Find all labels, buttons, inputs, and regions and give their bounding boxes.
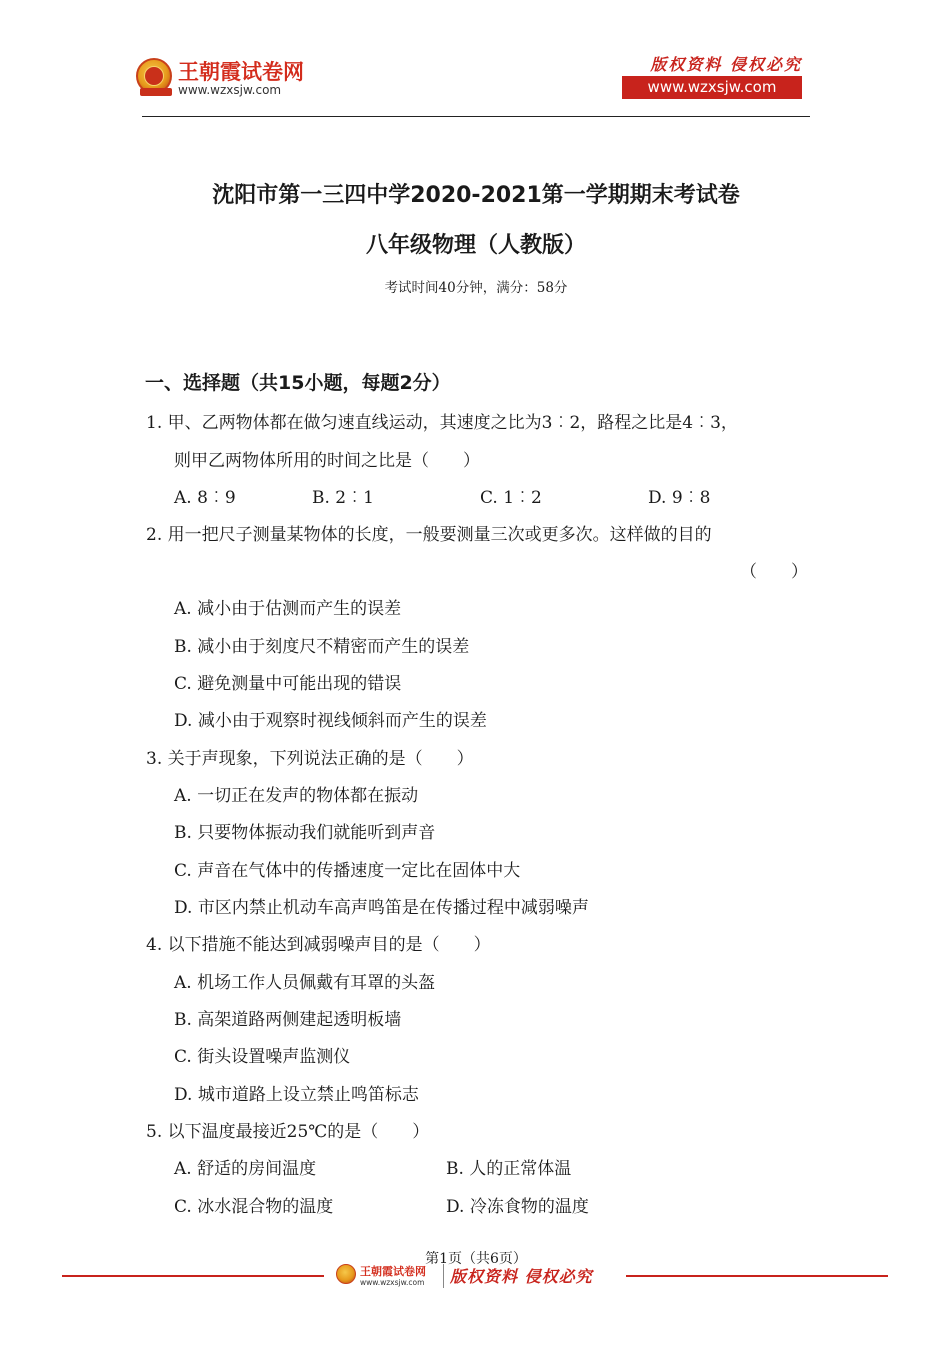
brand-url: www.wzxsjw.com [178, 83, 282, 97]
question-3-option-b: B. 只要物体振动我们就能听到声音 [174, 823, 436, 843]
question-3-option-a: A. 一切正在发声的物体都在振动 [174, 786, 419, 806]
footer-seal-icon [336, 1264, 356, 1284]
exam-info: 考试时间40分钟，满分：58分 [384, 280, 568, 296]
question-4-option-c: C. 街头设置噪声监测仪 [174, 1047, 351, 1067]
question-2-option-c: C. 避免测量中可能出现的错误 [174, 674, 402, 694]
page-number: 第1页（共6页） [425, 1251, 527, 1267]
question-1-stem: 1. 甲、乙两物体都在做匀速直线运动，其速度之比为3︰2，路程之比是4︰3， [146, 413, 738, 433]
question-2-option-d: D. 减小由于观察时视线倾斜而产生的误差 [174, 711, 487, 731]
footer-brand-url: www.wzxsjw.com [360, 1278, 425, 1287]
footer-logo [336, 1262, 446, 1292]
copyright-notice: 版权资料 侵权必究 [650, 55, 802, 74]
exam-title: 沈阳市第一三四中学2020-2021第一学期期末考试卷 [212, 183, 740, 208]
question-5-stem: 5. 以下温度最接近25℃的是（ ） [146, 1122, 430, 1142]
question-1-option-c: C. 1︰2 [480, 488, 542, 508]
brand-logo [136, 56, 336, 100]
header-divider [142, 116, 810, 117]
question-4-option-b: B. 高架道路两侧建起透明板墙 [174, 1010, 402, 1030]
seal-icon [136, 58, 172, 94]
question-1-stem-cont: 则甲乙两物体所用的时间之比是（ ） [174, 451, 480, 471]
section-heading: 一、选择题（共15小题，每题2分） [145, 372, 451, 394]
footer-brand-name: 王朝霞试卷网 [360, 1265, 426, 1278]
question-2-option-a: A. 减小由于估测而产生的误差 [174, 599, 402, 619]
question-4-option-a: A. 机场工作人员佩戴有耳罩的头盔 [174, 973, 436, 993]
question-3-stem: 3. 关于声现象，下列说法正确的是（ ） [146, 749, 474, 769]
question-1-option-d: D. 9︰8 [648, 488, 711, 508]
question-5-option-b: B. 人的正常体温 [446, 1159, 572, 1179]
footer-rule-left [62, 1275, 324, 1277]
question-1-option-b: B. 2︰1 [312, 488, 374, 508]
question-3-option-d: D. 市区内禁止机动车高声鸣笛是在传播过程中减弱噪声 [174, 898, 589, 918]
footer-separator [443, 1264, 444, 1288]
footer-copyright: 版权资料 侵权必究 [450, 1267, 593, 1286]
exam-subtitle: 八年级物理（人教版） [365, 233, 586, 258]
brand-name: 王朝霞试卷网 [178, 60, 304, 84]
question-3-option-c: C. 声音在气体中的传播速度一定比在固体中大 [174, 861, 521, 881]
question-2-answer-blank: （ ） [740, 562, 808, 582]
question-5-option-d: D. 冷冻食物的温度 [446, 1197, 589, 1217]
question-5-option-c: C. 冰水混合物的温度 [174, 1197, 334, 1217]
question-4-option-d: D. 城市道路上设立禁止鸣笛标志 [174, 1085, 419, 1105]
site-url-banner: www.wzxsjw.com [622, 76, 802, 99]
question-2-option-b: B. 减小由于刻度尺不精密而产生的误差 [174, 637, 470, 657]
question-1-option-a: A. 8︰9 [174, 488, 236, 508]
footer-rule-right [626, 1275, 888, 1277]
question-2-stem: 2. 用一把尺子测量某物体的长度，一般要测量三次或更多次。这样做的目的 [146, 525, 712, 545]
question-5-option-a: A. 舒适的房间温度 [174, 1159, 317, 1179]
question-4-stem: 4. 以下措施不能达到减弱噪声目的是（ ） [146, 935, 491, 955]
